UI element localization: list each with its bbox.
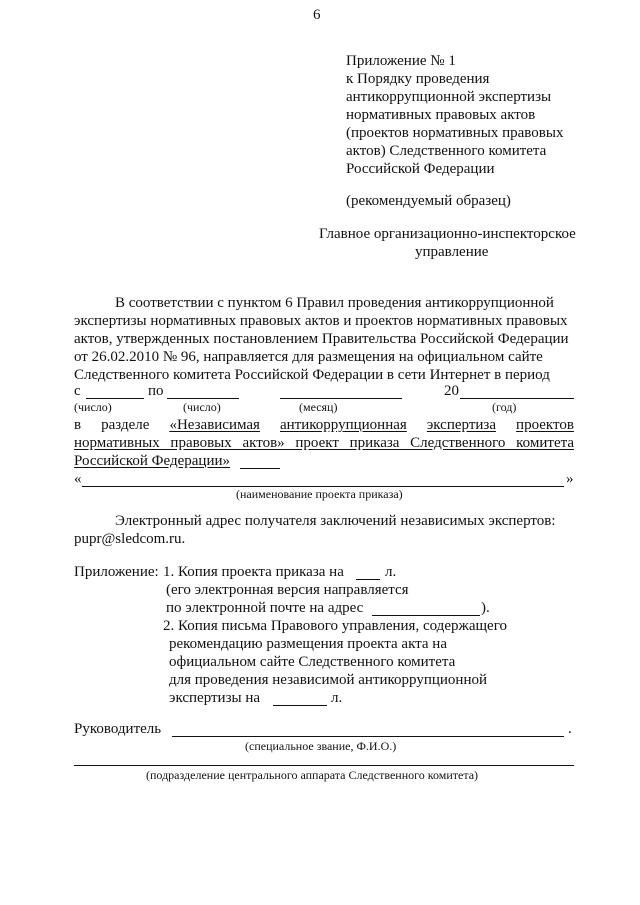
section-word: проектов	[516, 417, 574, 433]
section-line: Российской Федерации»	[74, 453, 231, 469]
period-caption-day: (число)	[183, 400, 221, 414]
attachment-email-field[interactable]	[372, 601, 480, 616]
period-year-prefix: 20	[444, 383, 459, 399]
signature-end: .	[568, 721, 572, 737]
recommended-sample-note: (рекомендуемый образец)	[346, 193, 511, 209]
body-line: актов, утвержденных постановлением Правительства Российской Федерации	[74, 331, 569, 347]
attachment-item-1-note: по электронной почте на адрес	[166, 600, 364, 616]
order-name-field[interactable]	[82, 472, 564, 487]
period-from-label: с	[74, 383, 81, 399]
appendix-line: к Порядку проведения	[346, 71, 490, 87]
appendix-line: актов) Следственного комитета	[346, 143, 547, 159]
addressee-line: Главное организационно-инспекторское	[319, 226, 576, 242]
attachment-item-2-line: экспертизы на	[169, 690, 261, 706]
appendix-line: Приложение № 1	[346, 53, 456, 69]
body-line: экспертизы нормативных правовых актов и проектов нормативных правовых	[74, 313, 568, 329]
order-name-open-quote: «	[74, 471, 82, 487]
period-month-field[interactable]	[280, 384, 402, 399]
attachment-item-2-pages-field[interactable]	[273, 691, 327, 706]
appendix-line: антикоррупционной экспертизы	[346, 89, 552, 105]
order-name-close-quote: »	[566, 471, 574, 487]
attachment-item-1-note-end: ).	[481, 600, 490, 616]
attachment-item-1-note: (его электронная версия направляется	[166, 582, 409, 598]
section-line-underline	[240, 468, 280, 469]
email-address[interactable]: pupr@sledcom.ru.	[74, 531, 186, 547]
body-line: от 26.02.2010 № 96, направляется для размещения на официальном сайте	[74, 349, 543, 365]
body-line: В соответствии с пунктом 6 Правил проведения антикоррупционной	[115, 295, 554, 311]
addressee-line: управление	[415, 244, 489, 260]
period-caption-day: (число)	[74, 400, 112, 414]
attachment-item-2-line: рекомендацию размещения проекта акта на	[169, 636, 447, 652]
division-field[interactable]	[74, 765, 574, 766]
division-caption: (подразделение центрального аппарата Следственного комитета)	[146, 768, 479, 782]
period-from-day-field[interactable]	[86, 384, 144, 399]
section-word: в	[74, 417, 82, 433]
section-word: антикоррупционная	[279, 417, 407, 433]
section-word: экспертиза	[426, 417, 496, 433]
email-line: Электронный адрес получателя заключений независимых экспертов:	[115, 513, 556, 529]
attachment-label: Приложение:	[74, 564, 159, 580]
period-year-field[interactable]	[460, 384, 574, 399]
signature-field[interactable]	[172, 722, 564, 737]
period-caption-month: (месяц)	[299, 400, 338, 414]
attachment-item-2: 2. Копия письма Правового управления, содержащего	[163, 618, 507, 634]
attachment-item-2-line: официальном сайте Следственного комитета	[169, 654, 456, 670]
signature-label: Руководитель	[74, 721, 162, 737]
section-word: «Независимая	[169, 417, 260, 433]
attachment-item-2-line: для проведения независимой антикоррупционной	[169, 672, 488, 688]
order-name-caption: (наименование проекта приказа)	[236, 487, 403, 501]
section-word: разделе	[101, 417, 150, 433]
page-number: 6	[313, 7, 321, 23]
appendix-line: Российской Федерации	[346, 161, 495, 177]
attachment-item-2-unit: л.	[331, 690, 343, 706]
period-to-day-field[interactable]	[167, 384, 239, 399]
section-line	[74, 416, 574, 434]
attachment-item-1-pages-field[interactable]	[356, 565, 380, 580]
period-to-label: по	[148, 383, 164, 399]
appendix-line: нормативных правовых актов	[346, 107, 536, 123]
section-line: нормативных правовых актов» проект приказа Следственного комитета	[74, 435, 574, 451]
attachment-item-1-unit: л.	[385, 564, 397, 580]
attachment-item-1: 1. Копия проекта приказа на	[163, 564, 344, 580]
body-line: Следственного комитета Российской Федерации в сети Интернет в период	[74, 367, 550, 383]
period-caption-year: (год)	[492, 400, 517, 414]
signature-caption: (специальное звание, Ф.И.О.)	[245, 739, 397, 753]
appendix-line: (проектов нормативных правовых	[346, 125, 564, 141]
